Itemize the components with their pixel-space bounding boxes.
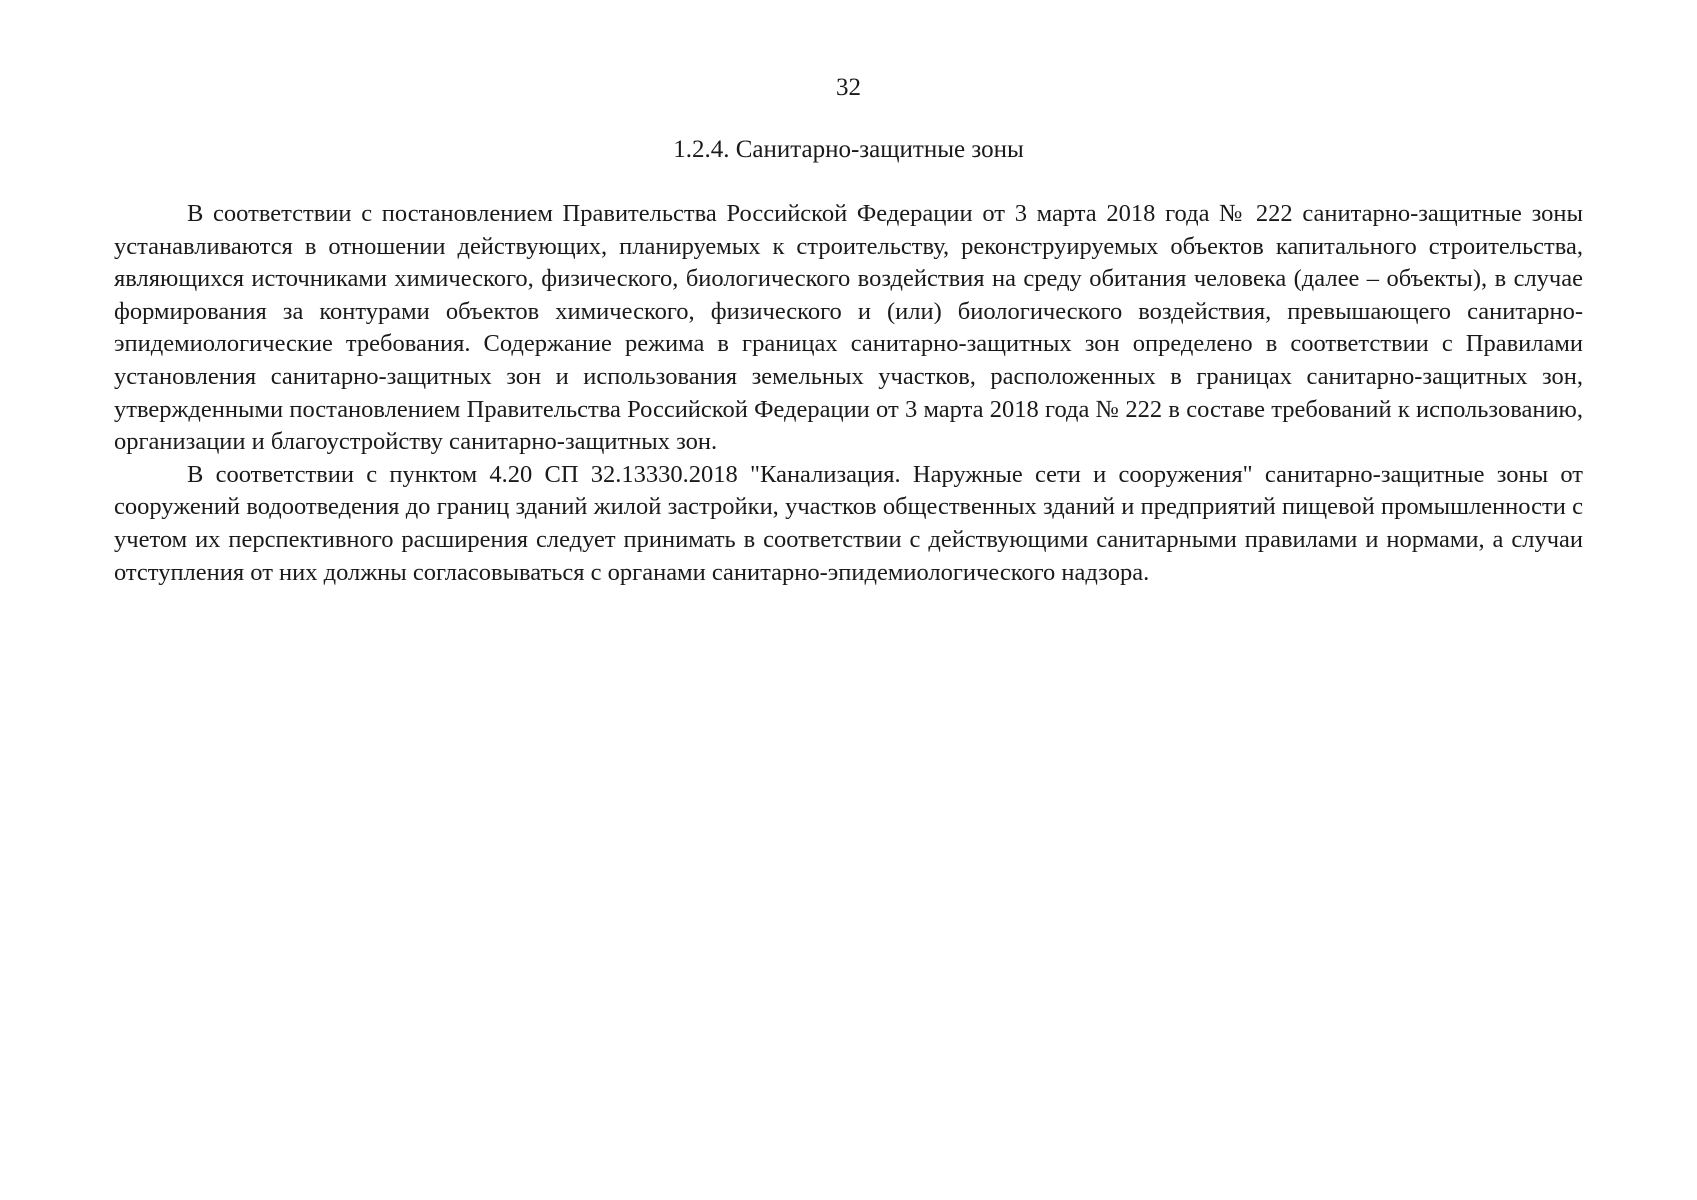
paragraph-sanitary-zones-decree: В соответствии с постановлением Правительства Российской Федерации от 3 марта 2018 года № 222 санитарно-защитные зоны устанавливаются в отношении действующих, планируемых к строительству, реконструируемых объектов капитального строительства, являющихся источниками химического, физического, биологического воздействия на среду обитания человека (далее – объекты), в случае формирования за контурами объектов химического, физического и (или) биологического воздействия, превышающего санитарно-эпидемиологические требования. Содержание режима в границах санитарно-защитных зон определено в соответствии с Правилами установления санитарно-защитных зон и использования земельных участков, расположенных в границах санитарно-защитных зон, утвержденными постановлением Правительства Российской Федерации от 3 марта 2018 года № 222 в составе требований к использованию, организации и благоустройству санитарно-защитных зон.	[114, 200, 1583, 456]
body-text	[114, 198, 1583, 589]
page-number: 32	[836, 74, 861, 101]
section-title: 1.2.4. Санитарно-защитные зоны	[673, 136, 1024, 163]
paragraph-sewerage-rules: В соответствии с пунктом 4.20 СП 32.13330.2018 "Канализация. Наружные сети и сооружения" санитарно-защитные зоны от сооружений водоотведения до границ зданий жилой застройки, участков общественных зданий и предприятий пищевой промышленности с учетом их перспективного расширения следует принимать в соответствии с действующими санитарными правилами и нормами, а случаи отступления от них должны согласовываться с органами санитарно-эпидемиологического надзора.	[114, 460, 1583, 586]
